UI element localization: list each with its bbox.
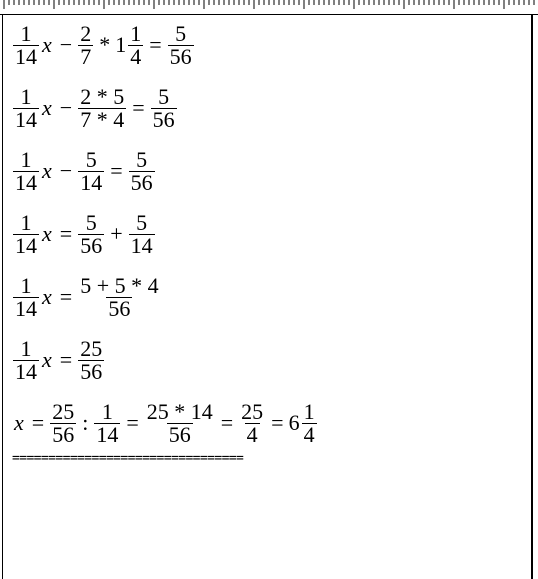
equation-line: [12, 337, 527, 383]
denominator: 56: [80, 232, 103, 258]
fraction: [168, 20, 194, 69]
operator: +: [110, 221, 123, 246]
numerator: 5: [85, 209, 97, 235]
fraction: [78, 20, 93, 69]
variable: x: [42, 347, 52, 372]
operator: :: [82, 410, 89, 435]
fraction: [78, 272, 160, 321]
denominator: 14: [130, 232, 153, 258]
fraction: [13, 335, 39, 384]
operator: −: [59, 158, 73, 183]
numerator: 5: [136, 209, 148, 235]
fraction: [13, 272, 39, 321]
operator: =: [149, 32, 162, 57]
denominator: 14: [15, 295, 37, 321]
equation-list: [12, 22, 527, 446]
denominator: 56: [52, 421, 75, 447]
operator: −: [59, 32, 73, 57]
fraction: [78, 146, 104, 195]
numerator: 1: [101, 398, 113, 424]
variable: x: [42, 284, 52, 309]
denominator: 4: [130, 43, 142, 69]
fraction: [78, 83, 126, 132]
fraction: [13, 146, 39, 195]
denominator: 56: [168, 421, 191, 447]
double-rule-line: ================================: [12, 451, 244, 466]
operator: *: [99, 32, 111, 57]
numerator: 2 * 5: [80, 83, 125, 109]
page-left-border: [2, 14, 3, 579]
denominator: 14: [80, 169, 103, 195]
numerator: 1: [20, 20, 32, 46]
numerator: 2: [80, 20, 92, 46]
denominator: 56: [108, 295, 131, 321]
numerator: 25: [52, 398, 75, 424]
denominator: 14: [15, 358, 37, 384]
equation-line: [12, 148, 527, 194]
numerator: 25: [80, 335, 103, 361]
math-document: [12, 22, 527, 466]
operator: =: [59, 347, 73, 372]
variable: x: [42, 95, 52, 120]
numerator: 25: [241, 398, 264, 424]
fraction: [239, 398, 265, 447]
numerator: 1: [130, 20, 142, 46]
denominator: 14: [15, 43, 37, 69]
operator: =: [132, 95, 145, 120]
mixed-number: [115, 20, 144, 69]
numerator: 5: [136, 146, 148, 172]
numerator: 5: [175, 20, 187, 46]
fraction: [129, 209, 155, 258]
operator: =: [31, 410, 45, 435]
denominator: 7: [80, 43, 92, 69]
numerator: 1: [303, 398, 315, 424]
fraction: [78, 335, 104, 384]
equation-line: [12, 22, 527, 68]
operator: =: [59, 284, 73, 309]
fraction: [151, 83, 177, 132]
whole-part: 6: [288, 410, 300, 435]
denominator: 14: [15, 106, 37, 132]
operator: =: [110, 158, 123, 183]
variable: x: [42, 32, 52, 57]
denominator: 14: [96, 421, 119, 447]
fraction: [129, 146, 155, 195]
denominator: 56: [130, 169, 153, 195]
denominator: 7 * 4: [80, 106, 125, 132]
fraction: [13, 20, 39, 69]
mixed-number: [288, 398, 318, 447]
operator: =: [271, 410, 284, 435]
fraction: [302, 398, 317, 447]
denominator: 56: [80, 358, 103, 384]
numerator: 1: [20, 83, 32, 109]
equation-line: [12, 274, 527, 320]
numerator: 5: [158, 83, 170, 109]
denominator: 14: [15, 169, 37, 195]
fraction: [13, 209, 39, 258]
operator: =: [59, 221, 73, 246]
numerator: 1: [20, 146, 32, 172]
operator: =: [220, 410, 234, 435]
ruler-ticks: [0, 0, 538, 14]
numerator: 1: [20, 209, 32, 235]
fraction: [128, 20, 143, 69]
numerator: 1: [20, 272, 32, 298]
equation-line: [12, 85, 527, 131]
fraction: [13, 83, 39, 132]
numerator: 5: [85, 146, 97, 172]
numerator: 25 * 14: [146, 398, 213, 424]
whole-part: 1: [115, 32, 127, 57]
denominator: 4: [246, 421, 258, 447]
equation-line: [12, 400, 527, 446]
operator: =: [126, 410, 139, 435]
denominator: 56: [169, 43, 192, 69]
fraction: [145, 398, 215, 447]
fraction: [50, 398, 76, 447]
numerator: 5 + 5 * 4: [80, 272, 159, 298]
equation-line: [12, 211, 527, 257]
numerator: 1: [20, 335, 32, 361]
variable: x: [42, 221, 52, 246]
top-ruler: [0, 0, 538, 15]
variable: x: [42, 158, 52, 183]
denominator: 4: [303, 421, 315, 447]
operator: −: [59, 95, 73, 120]
denominator: 56: [152, 106, 175, 132]
fraction: [78, 209, 104, 258]
variable: x: [14, 410, 24, 435]
denominator: 14: [15, 232, 37, 258]
fraction: [94, 398, 120, 447]
page-right-border: [531, 14, 533, 579]
